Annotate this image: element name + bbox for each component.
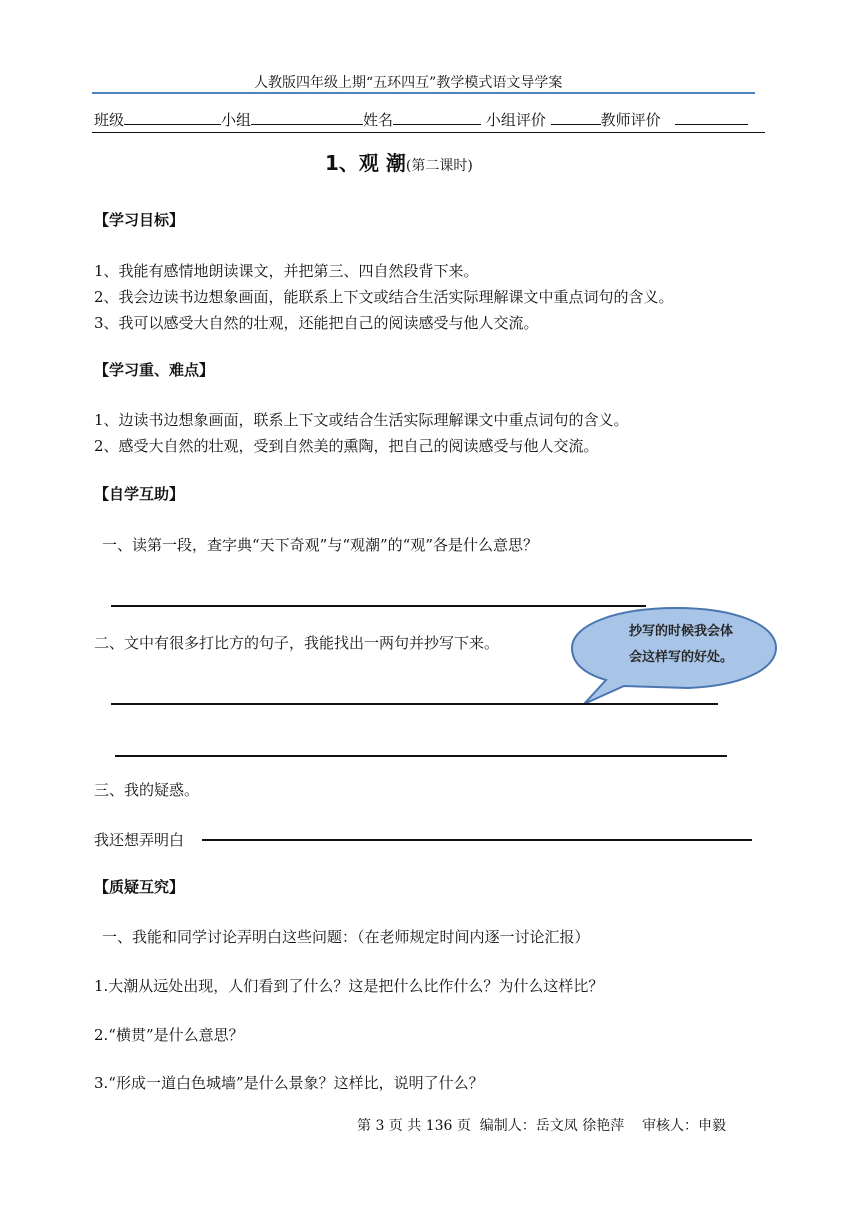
teacher-eval-label: 教师评价 — [600, 111, 661, 129]
page-footer — [357, 1117, 726, 1135]
goal-item: 3、我可以感受大自然的壮观，还能把自己的阅读感受与他人交流。 — [94, 314, 539, 332]
self-study-question-2: 二、文中有很多打比方的句子，我能找出一两句并抄写下来。 — [94, 634, 500, 652]
page-number: 第 3 页 共 136 页 — [357, 1118, 471, 1134]
self-study-question-1: 一、读第一段，查字典“天下奇观”与“观潮”的“观”各是什么意思？ — [102, 536, 539, 554]
answer-line-4[interactable] — [202, 839, 752, 841]
name-blank[interactable] — [393, 110, 481, 125]
teacher-eval-blank[interactable] — [675, 110, 748, 125]
bubble-line-1: 抄写的时候我会体 — [628, 624, 733, 639]
group-eval-blank[interactable] — [551, 110, 601, 125]
inquiry-question: 1.大潮从远处出现，人们看到了什么？这是把什么比作什么？为什么这样比？ — [94, 977, 604, 995]
bubble-line-2: 会这样写的好处。 — [628, 650, 733, 665]
inquiry-intro: 一、我能和同学讨论弄明白这些问题：（在老师规定时间内逐一讨论汇报） — [102, 928, 590, 946]
answer-line-1[interactable] — [111, 605, 646, 607]
inquiry-heading: 【质疑互究】 — [94, 878, 185, 896]
doubt-prompt: 我还想弄明白 — [94, 831, 185, 849]
answer-line-3[interactable] — [115, 755, 727, 757]
goal-item: 1、我能有感情地朗读课文，并把第三、四自然段背下来。 — [94, 262, 479, 280]
lesson-subtitle: (第二课时) — [405, 158, 473, 174]
lesson-title: 1、观 潮 — [325, 151, 406, 175]
goal-item: 2、我会边读书边想象画面，能联系上下文或结合生活实际理解课文中重点词句的含义。 — [94, 288, 674, 306]
inquiry-question: 3.“形成一道白色城墙”是什么景象？这样比，说明了什么？ — [94, 1074, 484, 1092]
header-rule — [92, 92, 755, 94]
reviewer: 审核人：申毅 — [642, 1118, 727, 1134]
self-study-question-3: 三、我的疑惑。 — [94, 781, 200, 799]
key-points-heading: 【学习重、难点】 — [94, 361, 215, 379]
document-header-title: 人教版四年级上期“五环四互”教学模式语文导学案 — [254, 75, 563, 91]
lesson-title-block — [325, 147, 473, 176]
key-point-item: 1、边读书边想象画面，联系上下文或结合生活实际理解课文中重点词句的含义。 — [94, 411, 629, 429]
self-study-heading: 【自学互助】 — [94, 485, 185, 503]
group-eval-label: 小组评价 — [485, 111, 546, 129]
class-label: 班级 — [94, 111, 125, 129]
name-label: 姓名 — [363, 111, 394, 129]
info-row — [94, 110, 748, 130]
info-row-rule — [92, 132, 765, 133]
answer-line-2[interactable] — [111, 703, 718, 705]
class-blank[interactable] — [124, 110, 221, 125]
editors: 编制人：岳文凤 徐艳萍 — [479, 1118, 625, 1134]
group-blank[interactable] — [251, 110, 363, 125]
key-point-item: 2、感受大自然的壮观，受到自然美的熏陶，把自己的阅读感受与他人交流。 — [94, 437, 599, 455]
group-label: 小组 — [221, 111, 252, 129]
inquiry-question: 2.“横贯”是什么意思？ — [94, 1026, 244, 1044]
goals-heading: 【学习目标】 — [94, 211, 185, 229]
